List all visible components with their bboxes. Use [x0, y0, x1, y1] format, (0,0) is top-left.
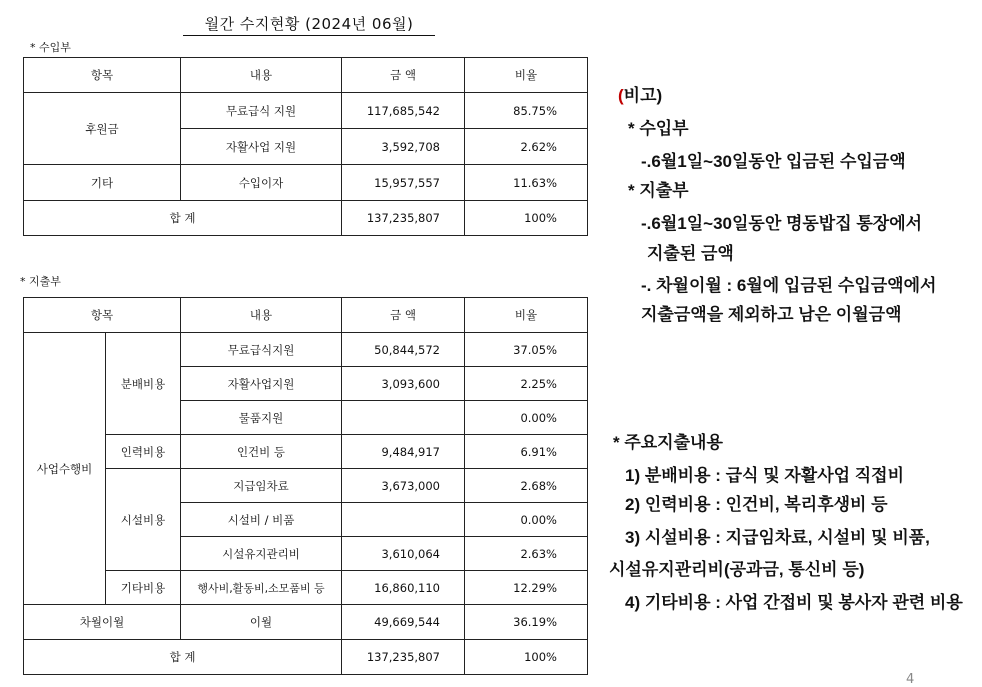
total-label: 합 계 — [24, 201, 342, 236]
income-table — [23, 57, 588, 236]
amount-cell: 3,610,064 — [342, 537, 465, 571]
category-cell: 기타 — [24, 165, 181, 201]
item-cell: 수입이자 — [181, 165, 342, 201]
item-cell: 물품지원 — [181, 401, 342, 435]
item-cell: 무료급식지원 — [181, 333, 342, 367]
ratio-cell: 2.63% — [465, 537, 588, 571]
notes-heading: (비고) — [618, 86, 663, 105]
amount-cell: 50,844,572 — [342, 333, 465, 367]
item-cell: 인건비 등 — [181, 435, 342, 469]
carryover-amount: 49,669,544 — [342, 605, 465, 640]
category-cell: 후원금 — [24, 93, 181, 165]
total-row — [24, 201, 588, 236]
expense-table — [23, 297, 588, 675]
notes-carry-desc1: -. 차월이월 : 6월에 입금된 수입금액에서 — [641, 276, 937, 295]
amount-cell: 9,484,917 — [342, 435, 465, 469]
header-amount: 금 액 — [342, 298, 465, 333]
amount-cell: 15,957,557 — [342, 165, 465, 201]
carryover-label: 차월이월 — [24, 605, 181, 640]
subcategory-cell: 시설비용 — [106, 469, 181, 571]
income-section-label: * 수입부 — [30, 41, 71, 54]
item-cell: 시설유지관리비 — [181, 537, 342, 571]
table-row — [24, 93, 588, 129]
main-expenses-line4: 4) 기타비용 : 사업 간접비 및 봉사자 관련 비용 — [625, 593, 963, 612]
subcategory-cell: 기타비용 — [106, 571, 181, 605]
amount-cell: 117,685,542 — [342, 93, 465, 129]
main-expenses-line3b: 시설유지관리비(공과금, 통신비 등) — [609, 560, 865, 579]
ratio-cell: 2.68% — [465, 469, 588, 503]
total-amount: 137,235,807 — [342, 201, 465, 236]
header-ratio: 비율 — [465, 58, 588, 93]
ratio-cell: 2.25% — [465, 367, 588, 401]
ratio-cell: 2.62% — [465, 129, 588, 165]
item-cell: 행사비,활동비,소모품비 등 — [181, 571, 342, 605]
amount-cell: 3,673,000 — [342, 469, 465, 503]
carryover-row — [24, 605, 588, 640]
item-cell: 자활사업 지원 — [181, 129, 342, 165]
page-number: 4 — [906, 672, 915, 687]
notes-expense-desc1: -.6월1일~30일동안 명동밥집 통장에서 — [641, 214, 923, 233]
ratio-cell: 0.00% — [465, 503, 588, 537]
main-expenses-heading: * 주요지출내용 — [613, 433, 723, 452]
ratio-cell: 0.00% — [465, 401, 588, 435]
table-row — [24, 571, 588, 605]
total-ratio: 100% — [465, 201, 588, 236]
total-label: 합 계 — [24, 640, 342, 675]
header-category: 항목 — [24, 58, 181, 93]
notes-income-head: * 수입부 — [628, 119, 689, 138]
item-cell: 자활사업지원 — [181, 367, 342, 401]
ratio-cell: 85.75% — [465, 93, 588, 129]
table-row — [24, 469, 588, 503]
expense-header-row — [24, 298, 588, 333]
notes-expense-head: * 지출부 — [628, 181, 689, 200]
amount-cell: 16,860,110 — [342, 571, 465, 605]
amount-cell — [342, 503, 465, 537]
amount-cell — [342, 401, 465, 435]
header-amount: 금 액 — [342, 58, 465, 93]
total-amount: 137,235,807 — [342, 640, 465, 675]
main-expenses-line2: 2) 인력비용 : 인건비, 복리후생비 등 — [625, 495, 888, 514]
main-expenses-line3a: 3) 시설비용 : 지급임차료, 시설비 및 비품, — [625, 528, 930, 547]
header-item: 내용 — [181, 58, 342, 93]
notes-income-desc: -.6월1일~30일동안 입금된 수입금액 — [641, 152, 906, 171]
header-item: 내용 — [181, 298, 342, 333]
subcategory-cell: 인력비용 — [106, 435, 181, 469]
ratio-cell: 6.91% — [465, 435, 588, 469]
notes-carry-desc2: 지출금액을 제외하고 남은 이월금액 — [641, 305, 902, 324]
table-row — [24, 165, 588, 201]
ratio-cell: 11.63% — [465, 165, 588, 201]
subcategory-cell: 분배비용 — [106, 333, 181, 435]
table-row — [24, 333, 588, 367]
main-expenses-line1: 1) 분배비용 : 급식 및 자활사업 직접비 — [625, 466, 905, 485]
expense-section-label: * 지출부 — [20, 275, 61, 288]
total-row — [24, 640, 588, 675]
item-cell: 시설비 / 비품 — [181, 503, 342, 537]
group-cell: 사업수행비 — [24, 333, 106, 605]
table-row — [24, 435, 588, 469]
carryover-ratio: 36.19% — [465, 605, 588, 640]
income-header-row — [24, 58, 588, 93]
item-cell: 무료급식 지원 — [181, 93, 342, 129]
notes-open-paren: ( — [618, 86, 624, 105]
page-title: 월간 수지현황 (2024년 06월) — [183, 13, 435, 36]
carryover-item: 이월 — [181, 605, 342, 640]
amount-cell: 3,592,708 — [342, 129, 465, 165]
notes-expense-desc2: 지출된 금액 — [647, 244, 734, 263]
total-ratio: 100% — [465, 640, 588, 675]
item-cell: 지급임차료 — [181, 469, 342, 503]
ratio-cell: 37.05% — [465, 333, 588, 367]
header-ratio: 비율 — [465, 298, 588, 333]
header-category: 항목 — [24, 298, 181, 333]
amount-cell: 3,093,600 — [342, 367, 465, 401]
ratio-cell: 12.29% — [465, 571, 588, 605]
